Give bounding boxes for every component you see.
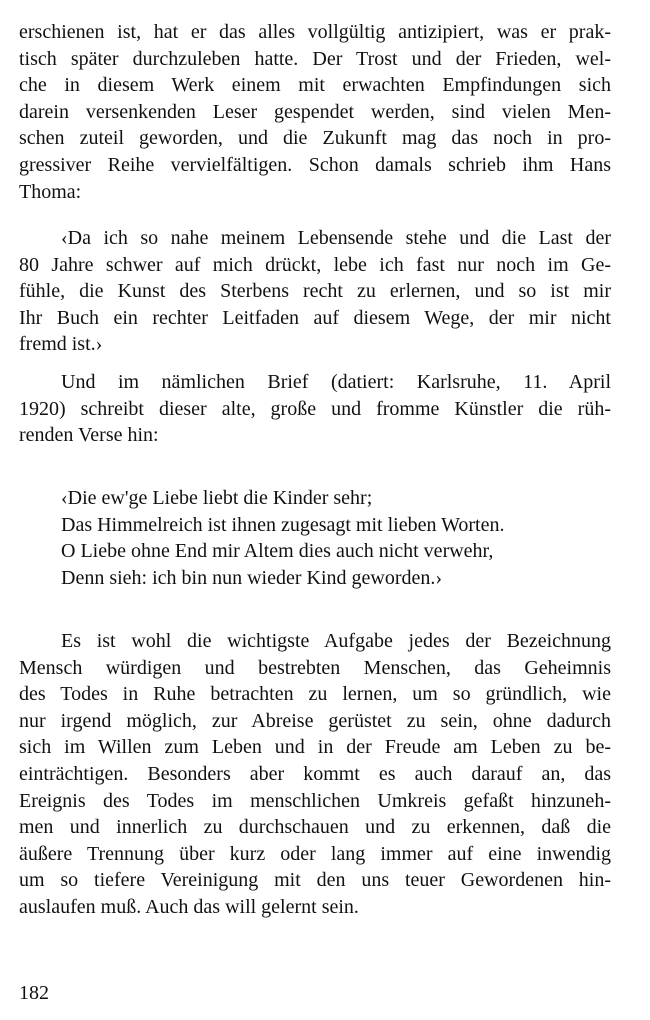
text-line: um so tiefere Vereinigung mit den uns teuer Gewordenen hin- — [19, 869, 611, 892]
text-line: fühle, die Kunst des Sterbens recht zu erlernen, und so ist mir — [19, 280, 611, 303]
page-number: 182 — [19, 982, 49, 1004]
text-line: gressiver Reihe vervielfältigen. Schon damals schrieb ihm Hans — [19, 153, 611, 176]
text-line: darein versenkenden Leser gespendet werden, sind vielen Men- — [19, 100, 611, 123]
text-line: erschienen ist, hat er das alles vollgültig antizipiert, was er prak- — [19, 21, 611, 43]
verse-line: O Liebe ohne End mir Altem dies auch nicht verwehr, — [61, 540, 494, 563]
text-line: sich im Willen zum Leben und in der Freude am Leben zu be- — [19, 736, 611, 759]
text-line: auslaufen muß. Auch das will gelernt sein. — [19, 895, 359, 918]
text-line: schen zuteil geworden, und die Zukunft mag das noch in pro- — [19, 127, 611, 150]
text-line: einträchtigen. Besonders aber kommt es auch darauf an, das — [19, 762, 611, 785]
verse-quote — [61, 485, 621, 591]
text-line: Ereignis des Todes im menschlichen Umkreis gefaßt hinzuneh- — [19, 789, 611, 812]
text-line: ‹Da ich so nahe meinem Lebensende stehe und die Last der — [61, 227, 611, 249]
verse-line: Das Himmelreich ist ihnen zugesagt mit lieben Worten. — [61, 513, 505, 536]
letter-quote — [19, 225, 611, 358]
text-line: Es ist wohl die wichtigste Aufgabe jedes der Bezeichnung — [61, 630, 611, 652]
text-line: 80 Jahre schwer auf mich drückt, lebe ich fast nur noch im Ge- — [19, 253, 611, 276]
text-line: Und im nämlichen Brief (datiert: Karlsruhe, 11. April — [61, 371, 611, 393]
text-line: tisch später durchzuleben hatte. Der Trost und der Frieden, wel- — [19, 47, 611, 70]
paragraph-continuation — [19, 19, 611, 205]
verse-line: Denn sieh: ich bin nun wieder Kind geworden.› — [61, 566, 443, 589]
text-line: men und innerlich zu durchschauen und zu erkennen, daß die — [19, 816, 611, 839]
text-line: fremd ist.› — [19, 333, 103, 356]
verse-line: ‹Die ew'ge Liebe liebt die Kinder sehr; — [61, 487, 373, 509]
text-line: des Todes in Ruhe betrachten zu lernen, um so gründlich, wie — [19, 683, 611, 706]
text-line: che in diesem Werk einem mit erwachten Empfindungen sich — [19, 74, 611, 97]
text-line: nur irgend möglich, zur Abreise gerüstet zu sein, ohne dadurch — [19, 709, 611, 732]
paragraph-death-mystery — [19, 628, 611, 921]
text-line: Mensch würdigen und bestrebten Menschen, das Geheimnis — [19, 656, 611, 679]
text-line: renden Verse hin: — [19, 424, 159, 447]
text-line: Ihr Buch ein rechter Leitfaden auf diesem Wege, der mir nicht — [19, 306, 611, 329]
text-line: Thoma: — [19, 180, 82, 203]
text-line: äußere Trennung über kurz oder lang immer auf eine inwendig — [19, 842, 611, 865]
paragraph-letter-intro — [19, 369, 611, 449]
text-line: 1920) schreibt dieser alte, große und fromme Künstler die rüh- — [19, 397, 611, 420]
